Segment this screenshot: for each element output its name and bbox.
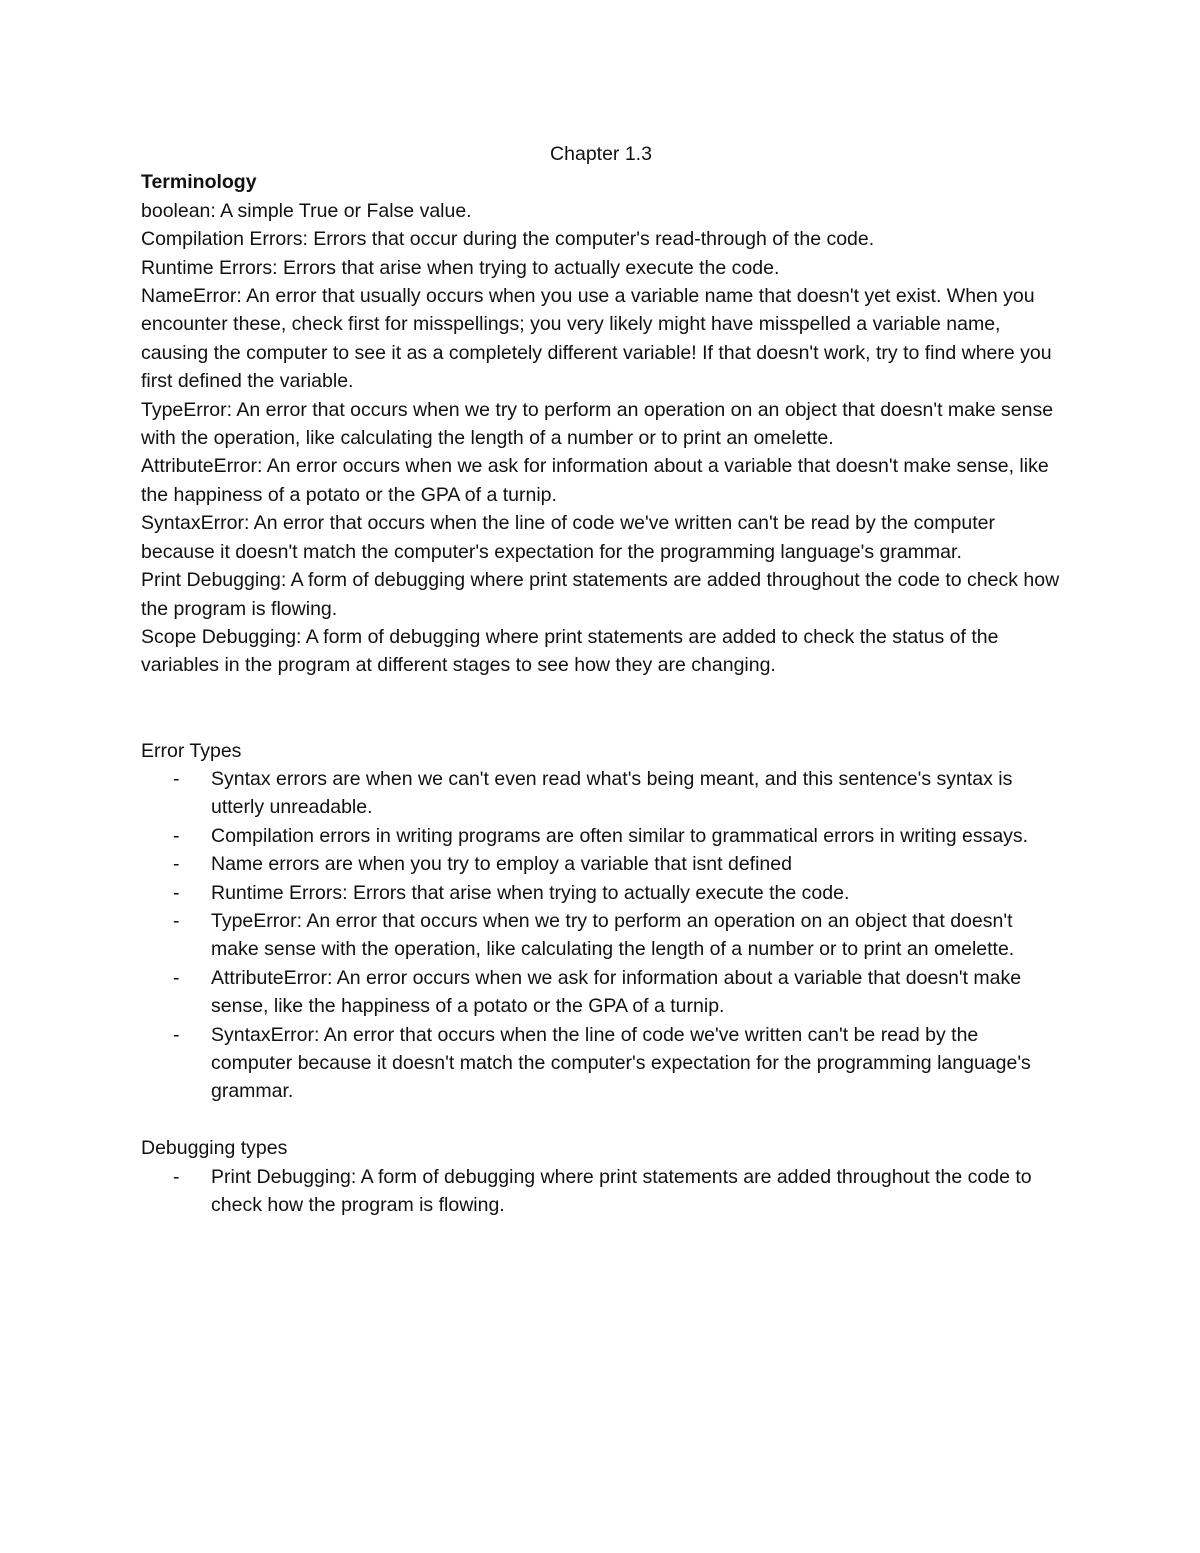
bullet-dash: - [173, 853, 180, 876]
document-page [141, 140, 1061, 1219]
list-item-text: Print Debugging: A form of debugging where print statements are added throughout the code to check how the program is flowing. [211, 1165, 1032, 1216]
term-type-error: TypeError: An error that occurs when we try to perform an operation on an object that doesn't make sense with the operation, like calculating the length of a number or to print an omelette. [141, 398, 1054, 450]
debugging-types-list [141, 1163, 1061, 1220]
bullet-dash: - [173, 1023, 180, 1046]
bullet-dash: - [173, 1165, 180, 1188]
bullet-dash: - [173, 824, 180, 847]
list-item [141, 850, 1061, 878]
list-item [141, 1163, 1061, 1220]
error-types-list [141, 765, 1061, 1106]
document-title: Chapter 1.3 [550, 143, 652, 165]
list-item [141, 964, 1061, 1021]
bullet-dash: - [173, 909, 180, 932]
bullet-dash: - [173, 767, 180, 790]
term-name-error: NameError: An error that usually occurs when you use a variable name that doesn't yet exist. When you encounter these, check first for misspellings; you very likely might have misspelled a variable name, causing the computer to see it as a completely different variable! If that doesn't work, try to find where you first defined the variable. [141, 285, 1052, 393]
list-item [141, 907, 1061, 964]
term-compilation-errors: Compilation Errors: Errors that occur during the computer's read-through of the code. [141, 228, 875, 251]
list-item [141, 765, 1061, 822]
bullet-dash: - [173, 966, 180, 989]
bullet-dash: - [173, 881, 180, 904]
term-syntax-error: SyntaxError: An error that occurs when the line of code we've written can't be read by the computer because it doesn't match the computer's expectation for the programming language's grammar. [141, 512, 995, 563]
term-attribute-error: AttributeError: An error occurs when we ask for information about a variable that doesn't make sense, like the happiness of a potato or the GPA of a turnip. [141, 455, 1049, 506]
list-item-text: SyntaxError: An error that occurs when the line of code we've written can't be read by the computer because it doesn't match the computer's expectation for the programming language's grammar. [211, 1023, 1031, 1103]
section-spacer [141, 1106, 1061, 1134]
list-item-text: Compilation errors in writing programs are often similar to grammatical errors in writing essays. [211, 824, 1029, 847]
section-spacer [141, 680, 1061, 737]
list-item-text: TypeError: An error that occurs when we try to perform an operation on an object that doesn't make sense with the operation, like calculating the length of a number or to print an omelette. [211, 909, 1015, 961]
terminology-heading: Terminology [141, 171, 257, 194]
term-scope-debugging: Scope Debugging: A form of debugging where print statements are added to check the status of the variables in the program at different stages to see how they are changing. [141, 625, 999, 677]
list-item [141, 879, 1061, 907]
term-boolean: boolean: A simple True or False value. [141, 199, 472, 222]
list-item [141, 822, 1061, 850]
debugging-types-heading: Debugging types [141, 1137, 288, 1160]
terminology-section [141, 197, 1061, 680]
list-item-text: Name errors are when you try to employ a variable that isnt defined [211, 853, 792, 876]
term-runtime-errors: Runtime Errors: Errors that arise when trying to actually execute the code. [141, 256, 780, 279]
list-item-text: AttributeError: An error occurs when we ask for information about a variable that doesn't make sense, like the happiness of a potato or the GPA of a turnip. [211, 966, 1022, 1018]
list-item [141, 1021, 1061, 1106]
list-item-text: Syntax errors are when we can't even read what's being meant, and this sentence's syntax is utterly unreadable. [211, 767, 1013, 819]
term-print-debugging: Print Debugging: A form of debugging where print statements are added throughout the code to check how the program is flowing. [141, 569, 1060, 620]
list-item-text: Runtime Errors: Errors that arise when trying to actually execute the code. [211, 881, 850, 904]
error-types-heading: Error Types [141, 739, 242, 762]
